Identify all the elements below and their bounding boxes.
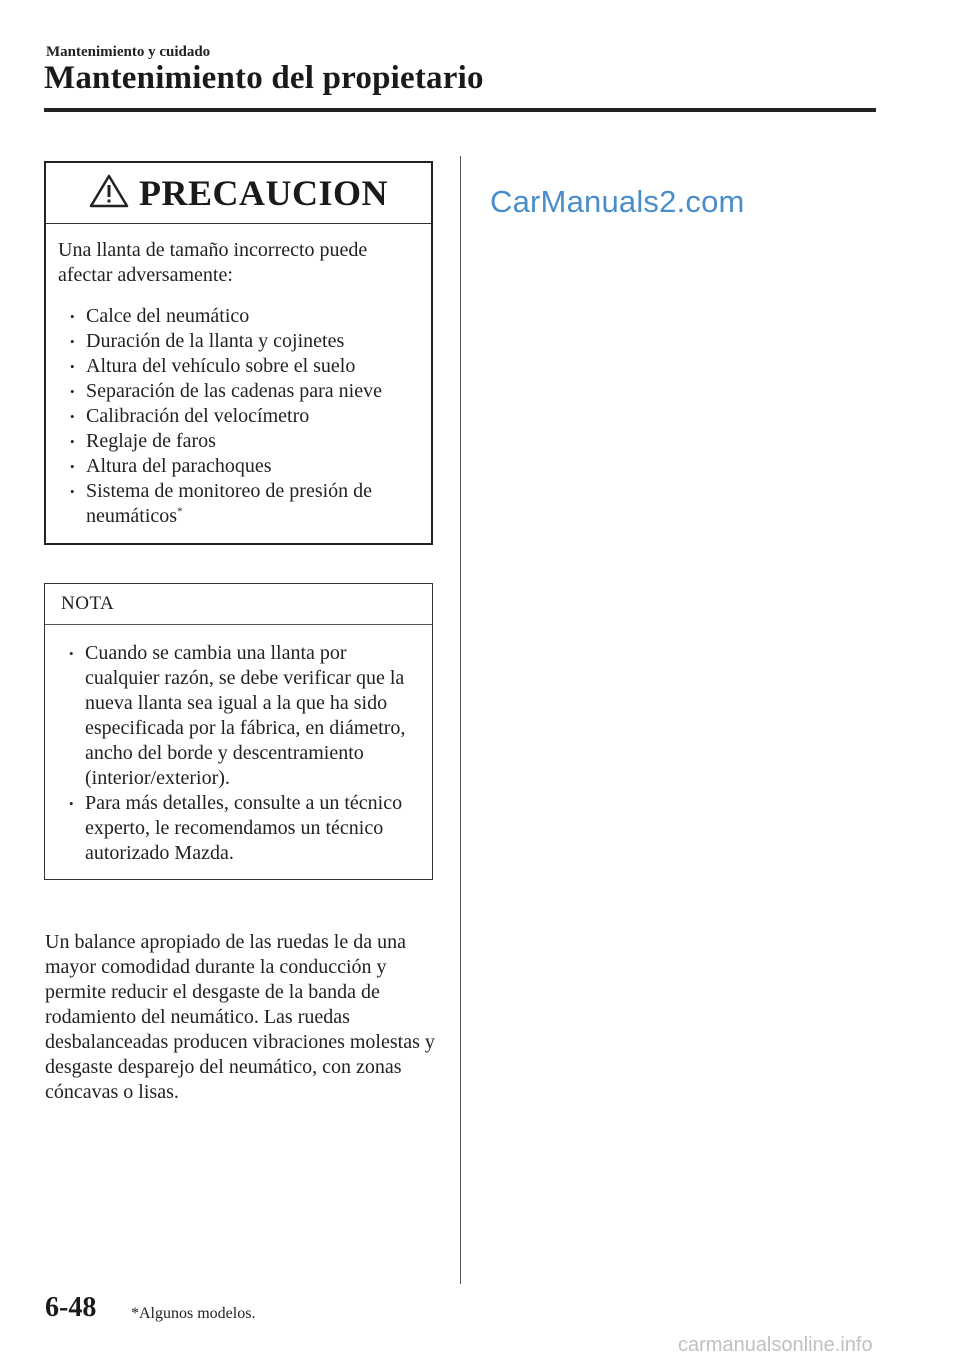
note-body	[45, 625, 432, 866]
caution-item	[58, 479, 419, 529]
caution-item-text: Sistema de monitoreo de presión de neumáticos	[86, 480, 373, 527]
caution-list	[58, 304, 419, 529]
caution-item: • Calibración del velocímetro	[58, 404, 419, 429]
caution-title: PRECAUCION	[138, 173, 388, 213]
footnote-mark: *	[177, 505, 183, 518]
section-label: Mantenimiento y cuidado	[46, 44, 211, 60]
note-item: • Para más detalles, consulte a un técnico experto, le recomendamos un técnico autorizado Mazda.	[57, 791, 424, 866]
caution-intro: Una llanta de tamaño incorrecto puede afectar adversamente:	[58, 239, 368, 286]
caution-item: • Separación de las cadenas para nieve	[58, 379, 419, 404]
note-item: • Cuando se cambia una llanta por cualquier razón, se debe verificar que la nueva llanta sea igual a la que ha sido especificada por la fábrica, en diámetro, ancho del borde y descentramiento (interior/exterior).	[57, 641, 424, 791]
caution-body	[46, 224, 431, 529]
caution-item: • Altura del parachoques	[58, 454, 419, 479]
caution-item: • Reglaje de faros	[58, 429, 419, 454]
caution-item: • Duración de la llanta y cojinetes	[58, 329, 419, 354]
column-divider	[460, 156, 461, 1284]
note-title: NOTA	[45, 584, 432, 625]
watermark-link[interactable]: CarManuals2.com	[490, 184, 745, 219]
note-list	[57, 641, 424, 866]
caution-header	[46, 163, 431, 224]
caution-box	[44, 161, 433, 545]
site-watermark: carmanualsonline.info	[678, 1334, 873, 1356]
warning-triangle-icon	[89, 174, 129, 213]
title-rule	[44, 108, 876, 112]
note-box	[44, 583, 433, 880]
caution-item: • Altura del vehículo sobre el suelo	[58, 354, 419, 379]
footnote: *Algunos modelos.	[131, 1305, 256, 1322]
body-paragraph: Un balance apropiado de las ruedas le da una mayor comodidad durante la conducción y permite reducir el desgaste de la banda de rodamiento del neumático. Las ruedas desbalanceadas producen vibraciones molestas y desgaste desparejo del neumático, con zonas cóncavas o lisas.	[45, 931, 435, 1103]
page-title: Mantenimiento del propietario	[44, 60, 484, 96]
caution-item: • Calce del neumático	[58, 304, 419, 329]
page-number: 6-48	[45, 1292, 97, 1323]
